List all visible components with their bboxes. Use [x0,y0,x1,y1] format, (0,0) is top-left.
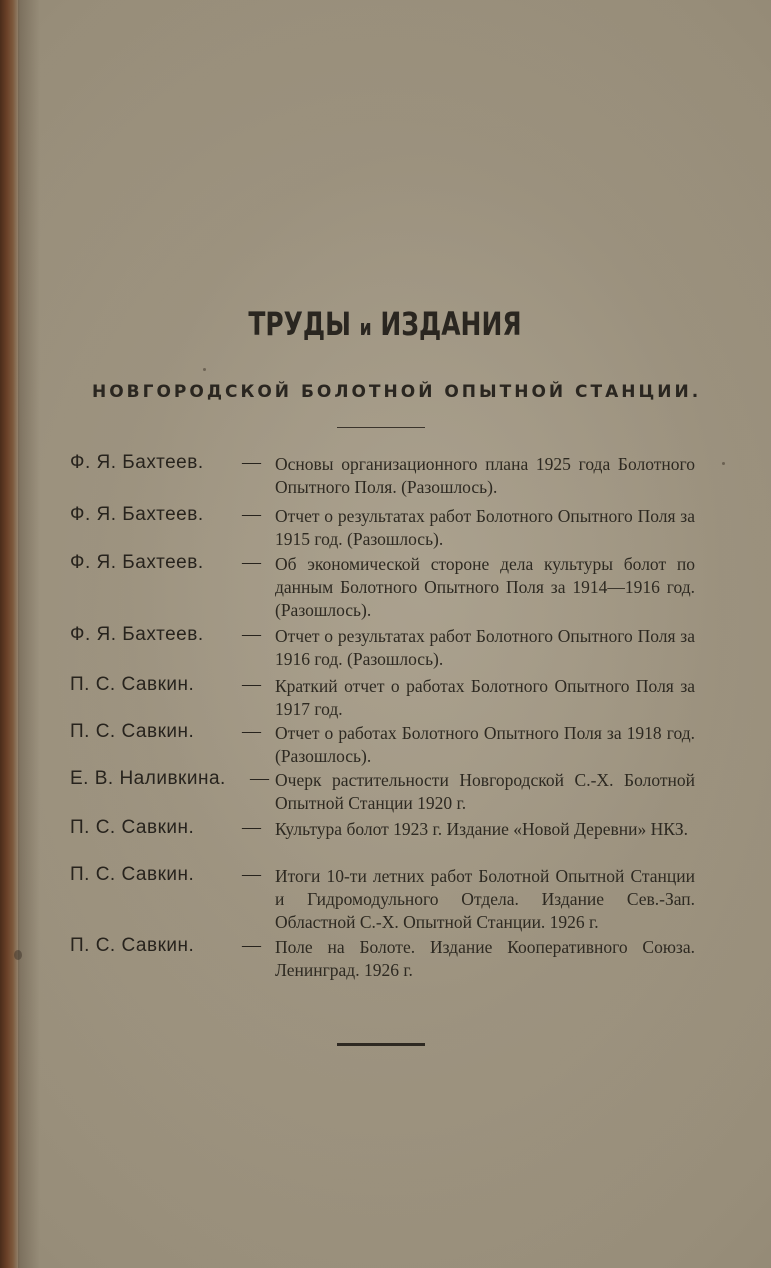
entry-title: Отчет о работах Болотного Опытного Поля за 1918 год. (Разошлось). [275,723,695,766]
paper-blemish [14,950,22,960]
entry-title: Об экономической стороне дела культуры болот по данным Болотного Опытного Поля за 1914—1916 год. (Разошлось). [275,554,695,620]
entry-author: П. С. Савкин. [70,935,195,956]
top-divider [337,427,425,428]
entry-dash: — [242,864,261,885]
entry-dash: — [242,452,261,473]
entry-title: Очерк растительности Новгородской С.-Х. Болотной Опытной Станции 1920 г. [275,770,695,813]
entry-title: Культура болот 1923 г. Издание «Новой Деревни» НКЗ. [275,819,689,839]
entry-title: Отчет о результатах работ Болотного Опытного Поля за 1915 год. (Разошлось). [275,506,695,549]
entry-author: Ф. Я. Бахтеев. [70,452,204,473]
bottom-divider [337,1043,425,1046]
entry-author: Ф. Я. Бахтеев. [70,552,204,573]
entry-dash: — [242,935,261,956]
spine-shadow [18,0,40,1268]
entry-title: Краткий отчет о работах Болотного Опытного Поля за 1917 год. [275,676,695,719]
title-word-2: и [359,316,372,341]
entry-dash: — [242,721,261,742]
entry-author: П. С. Савкин. [70,721,195,742]
entry-title: Поле на Болоте. Издание Кооперативного Союза. Ленинград. 1926 г. [275,937,695,980]
paper-blemish [722,462,725,465]
entry-author: Ф. Я. Бахтеев. [70,624,204,645]
title-word-1: ТРУДЫ [248,305,351,343]
paper-blemish [203,368,206,371]
book-spine [0,0,20,1268]
entry-dash: — [242,817,261,838]
entry-title: Отчет о результатах работ Болотного Опытного Поля за 1916 год. (Разошлось). [275,626,695,669]
entry-dash: — [250,768,269,789]
entry-dash: — [242,552,261,573]
entry-dash: — [242,624,261,645]
entry-dash: — [242,674,261,695]
title-word-3: ИЗДАНИЯ [380,305,522,343]
entry-title: Основы организационного плана 1925 года Болотного Опытного Поля. (Разошлось). [275,454,695,497]
page-title [84,305,685,343]
page-subtitle: НОВГОРОДСКОЙ БОЛОТНОЙ ОПЫТНОЙ СТАНЦИИ. [92,382,702,402]
entry-title: Итоги 10-ти летних работ Болотной Опытной Станции и Гидромодульного Отдела. Издание Сев.-Зап. Областной С.-Х. Опытной Станции. 1926 г. [275,866,695,932]
entry-dash: — [242,504,261,525]
entry-author: П. С. Савкин. [70,674,195,695]
entry-author: Е. В. Наливкина. [70,768,226,789]
entry-author: Ф. Я. Бахтеев. [70,504,204,525]
entry-author: П. С. Савкин. [70,817,195,838]
entry-author: П. С. Савкин. [70,864,195,885]
